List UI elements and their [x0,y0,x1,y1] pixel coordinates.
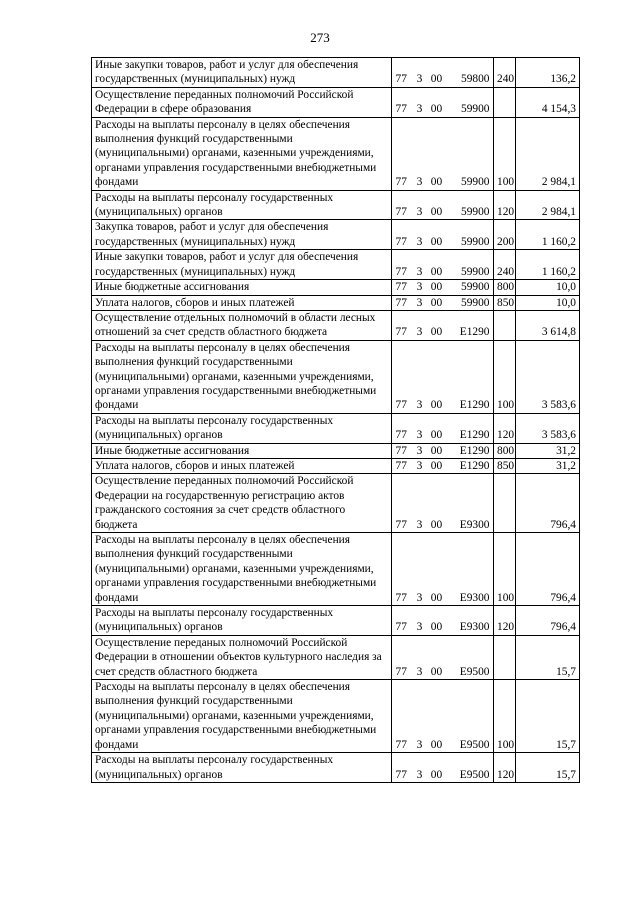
row-amount: 15,7 [516,753,580,783]
row-name: Иные бюджетные ассигнования [92,443,392,458]
table-row [92,458,580,473]
code-part-2: 3 [416,326,423,339]
code-part-3: 00 [430,73,443,86]
row-name: Осуществление переданых полномочий Российской Федерации в отношении объектов культурного наследия за счет средств областного бюджета [92,635,392,679]
table-row [92,280,580,295]
row-code [392,340,494,413]
row-code [392,533,494,606]
row-expense-type [494,635,516,679]
code-part-4: Е9300 [459,518,490,531]
code-part-2: 3 [416,73,423,86]
row-amount: 3 583,6 [516,340,580,413]
code-part-2: 3 [416,206,423,219]
code-part-3: 00 [430,399,443,412]
row-expense-type: 100 [494,340,516,413]
code-part-2: 3 [416,176,423,189]
row-amount: 796,4 [516,474,580,533]
code-part-4: Е9500 [459,665,490,678]
code-part-1: 77 [395,73,407,86]
row-code [392,58,494,88]
code-part-4: Е1290 [459,444,490,457]
row-code [392,458,494,473]
row-expense-type: 120 [494,190,516,220]
table-row [92,753,580,783]
code-part-2: 3 [416,281,423,294]
row-name: Осуществление отдельных полномочий в области лесных отношений за счет средств областного бюджета [92,310,392,340]
table-row [92,533,580,606]
row-code [392,606,494,636]
table-row [92,250,580,280]
row-amount: 2 984,1 [516,117,580,190]
row-name: Иные закупки товаров, работ и услуг для обеспечения государственных (муниципальных) нужд [92,250,392,280]
code-part-2: 3 [416,738,423,751]
row-expense-type: 240 [494,250,516,280]
row-expense-type: 100 [494,117,516,190]
code-part-1: 77 [395,296,407,309]
row-name: Расходы на выплаты персоналу в целях обеспечения выполнения функций государственными (муниципальными) органами, казенными учреждениями, органами управления государственными внебюджетными фондами [92,117,392,190]
table-row [92,295,580,310]
table-row [92,680,580,753]
row-expense-type [494,87,516,117]
code-part-4: Е1290 [459,326,490,339]
code-part-4: Е9500 [459,768,490,781]
code-part-1: 77 [395,281,407,294]
code-part-1: 77 [395,738,407,751]
row-name: Расходы на выплаты персоналу в целях обеспечения выполнения функций государственными (муниципальными) органами, казенными учреждениями, органами управления государственными внебюджетными фондами [92,680,392,753]
row-code [392,413,494,443]
row-amount: 3 583,6 [516,413,580,443]
code-part-1: 77 [395,235,407,248]
row-name: Осуществление переданных полномочий Российской Федерации на государственную регистрацию актов гражданского состояния за счет средств областного бюджета [92,474,392,533]
table-row [92,606,580,636]
row-amount: 796,4 [516,606,580,636]
budget-table-body [92,58,580,783]
code-part-3: 00 [430,281,443,294]
code-part-3: 00 [430,738,443,751]
row-amount: 796,4 [516,533,580,606]
table-row [92,58,580,88]
row-name: Осуществление переданных полномочий Российской Федерации в сфере образования [92,87,392,117]
code-part-3: 00 [430,235,443,248]
row-amount: 1 160,2 [516,250,580,280]
code-part-3: 00 [430,176,443,189]
row-expense-type: 100 [494,680,516,753]
code-part-1: 77 [395,444,407,457]
code-part-2: 3 [416,665,423,678]
code-part-1: 77 [395,665,407,678]
row-amount: 2 984,1 [516,190,580,220]
code-part-3: 00 [430,591,443,604]
code-part-3: 00 [430,296,443,309]
code-part-4: Е9300 [459,591,490,604]
code-part-4: 59800 [461,73,490,86]
row-code [392,280,494,295]
code-part-4: 59900 [461,235,490,248]
code-part-2: 3 [416,444,423,457]
row-amount: 1 160,2 [516,220,580,250]
code-part-2: 3 [416,768,423,781]
code-part-2: 3 [416,518,423,531]
row-code [392,220,494,250]
row-expense-type: 240 [494,58,516,88]
code-part-4: 59900 [461,265,490,278]
row-expense-type [494,310,516,340]
code-part-2: 3 [416,399,423,412]
code-part-4: 59900 [461,176,490,189]
page-number: 273 [310,30,330,45]
code-part-2: 3 [416,103,423,116]
row-expense-type: 120 [494,606,516,636]
code-part-4: Е1290 [459,399,490,412]
code-part-3: 00 [430,206,443,219]
code-part-1: 77 [395,326,407,339]
row-code [392,310,494,340]
code-part-3: 00 [430,326,443,339]
table-row [92,340,580,413]
row-code [392,443,494,458]
row-code [392,635,494,679]
code-part-4: Е1290 [459,429,490,442]
code-part-4: Е9300 [459,621,490,634]
row-name: Расходы на выплаты персоналу в целях обеспечения выполнения функций государственными (муниципальными) органами, казенными учреждениями, органами управления государственными внебюджетными фондами [92,533,392,606]
code-part-1: 77 [395,768,407,781]
code-part-2: 3 [416,459,423,472]
code-part-2: 3 [416,429,423,442]
row-amount: 4 154,3 [516,87,580,117]
row-expense-type: 800 [494,443,516,458]
code-part-4: Е1290 [459,459,490,472]
code-part-3: 00 [430,621,443,634]
row-expense-type: 800 [494,280,516,295]
code-part-2: 3 [416,265,423,278]
row-expense-type: 100 [494,533,516,606]
row-amount: 31,2 [516,443,580,458]
row-code [392,295,494,310]
row-code [392,474,494,533]
code-part-1: 77 [395,176,407,189]
row-code [392,117,494,190]
row-code [392,680,494,753]
code-part-4: 59900 [461,281,490,294]
row-amount: 15,7 [516,635,580,679]
code-part-1: 77 [395,591,407,604]
code-part-3: 00 [430,459,443,472]
code-part-3: 00 [430,444,443,457]
table-row [92,635,580,679]
row-name: Расходы на выплаты персоналу в целях обеспечения выполнения функций государственными (муниципальными) органами, казенными учреждениями, органами управления государственными внебюджетными фондами [92,340,392,413]
row-expense-type [494,474,516,533]
code-part-3: 00 [430,265,443,278]
code-part-1: 77 [395,265,407,278]
code-part-1: 77 [395,103,407,116]
code-part-4: 59900 [461,206,490,219]
row-name: Уплата налогов, сборов и иных платежей [92,458,392,473]
row-name: Уплата налогов, сборов и иных платежей [92,295,392,310]
row-amount: 136,2 [516,58,580,88]
row-amount: 15,7 [516,680,580,753]
table-row [92,474,580,533]
code-part-4: Е9500 [459,738,490,751]
code-part-3: 00 [430,103,443,116]
row-name: Расходы на выплаты персоналу государственных (муниципальных) органов [92,753,392,783]
table-row [92,87,580,117]
table-row [92,310,580,340]
row-expense-type: 850 [494,295,516,310]
code-part-1: 77 [395,399,407,412]
row-name: Иные закупки товаров, работ и услуг для обеспечения государственных (муниципальных) нужд [92,58,392,88]
code-part-2: 3 [416,235,423,248]
row-expense-type: 120 [494,413,516,443]
code-part-2: 3 [416,591,423,604]
code-part-4: 59900 [461,103,490,116]
row-expense-type: 200 [494,220,516,250]
code-part-3: 00 [430,665,443,678]
row-expense-type: 850 [494,458,516,473]
table-row [92,117,580,190]
row-amount: 10,0 [516,295,580,310]
row-code [392,250,494,280]
row-code [392,190,494,220]
table-row [92,220,580,250]
row-expense-type: 120 [494,753,516,783]
code-part-3: 00 [430,518,443,531]
code-part-3: 00 [430,768,443,781]
code-part-1: 77 [395,206,407,219]
row-name: Закупка товаров, работ и услуг для обеспечения государственных (муниципальных) нужд [92,220,392,250]
table-row [92,443,580,458]
row-name: Расходы на выплаты персоналу государственных (муниципальных) органов [92,413,392,443]
row-name: Иные бюджетные ассигнования [92,280,392,295]
row-name: Расходы на выплаты персоналу государственных (муниципальных) органов [92,190,392,220]
row-amount: 10,0 [516,280,580,295]
code-part-2: 3 [416,296,423,309]
code-part-1: 77 [395,621,407,634]
row-name: Расходы на выплаты персоналу государственных (муниципальных) органов [92,606,392,636]
row-code [392,87,494,117]
table-row [92,190,580,220]
code-part-1: 77 [395,518,407,531]
code-part-1: 77 [395,429,407,442]
code-part-2: 3 [416,621,423,634]
code-part-3: 00 [430,429,443,442]
row-amount: 31,2 [516,458,580,473]
table-row [92,413,580,443]
code-part-4: 59900 [461,296,490,309]
code-part-1: 77 [395,459,407,472]
budget-table [91,57,580,783]
row-amount: 3 614,8 [516,310,580,340]
row-code [392,753,494,783]
